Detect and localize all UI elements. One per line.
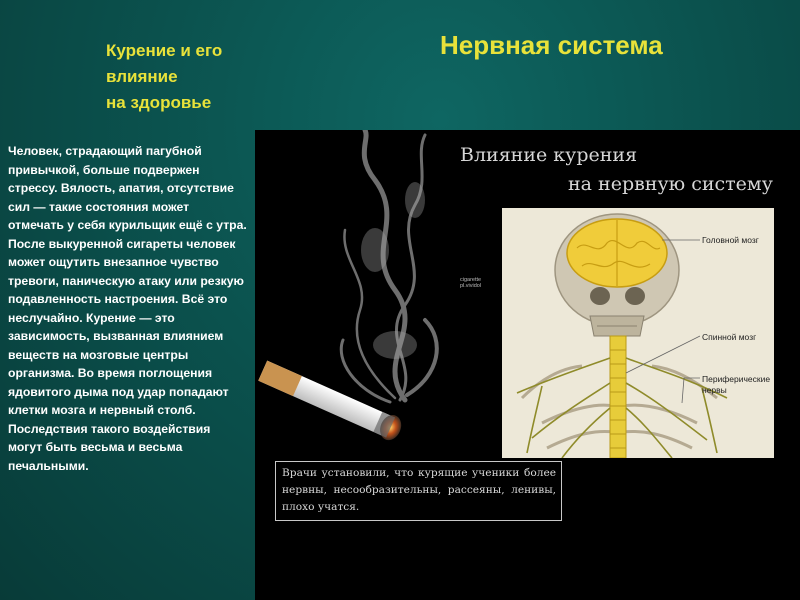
label-spinal-cord: Спинной мозг bbox=[702, 332, 757, 342]
label-peripheral-nerves bbox=[702, 374, 770, 396]
body-text: Человек, страдающий пагубной привычкой, больше подвержен стрессу. Вялость, апатия, отсутствие сил — такие состояния может отмечать у себя курильщик ещё с утра. После выкуренной сигареты человек может ощутить внезапное чувство тревоги, паническую атаку или резкую подавленность настроения. Всё это неслучайно. Курение — это зависимость, вызванная влиянием веществ на мозговые центры организма. Во время поглощения ядовитого дыма под удар попадают клетки мозга и нервный столб. Последствия такого воздействия могут быть весьма и весьма печальными. bbox=[8, 144, 247, 473]
brand-watermark bbox=[460, 277, 481, 289]
slide-title-right: Нервная система bbox=[440, 30, 663, 60]
label-peripheral-line-2: нервы bbox=[702, 385, 727, 395]
caption-box: Врачи установили, что курящие ученики более нервны, несообразительны, рассеяны, ленивы, плохо учатся. bbox=[275, 461, 562, 521]
diagram-title-line-1: Влияние курения bbox=[460, 144, 638, 166]
smoking-nervous-system-image bbox=[255, 130, 800, 600]
title-left-line-3: на здоровье bbox=[106, 93, 212, 112]
diagram-title-line-2: на нервную систему bbox=[568, 173, 773, 195]
label-brain: Головной мозг bbox=[702, 235, 759, 245]
cigarette-smoke-illustration bbox=[255, 130, 455, 470]
brand-line-2: pl.vividol bbox=[460, 283, 482, 289]
slide-title-left bbox=[106, 38, 306, 116]
anatomy-diagram bbox=[502, 208, 774, 458]
title-left-line-1: Курение и его bbox=[106, 41, 223, 60]
label-peripheral-line-1: Периферические bbox=[702, 374, 771, 384]
title-left-line-2: влияние bbox=[106, 67, 178, 86]
brand-line-1: cigarette bbox=[460, 277, 482, 283]
